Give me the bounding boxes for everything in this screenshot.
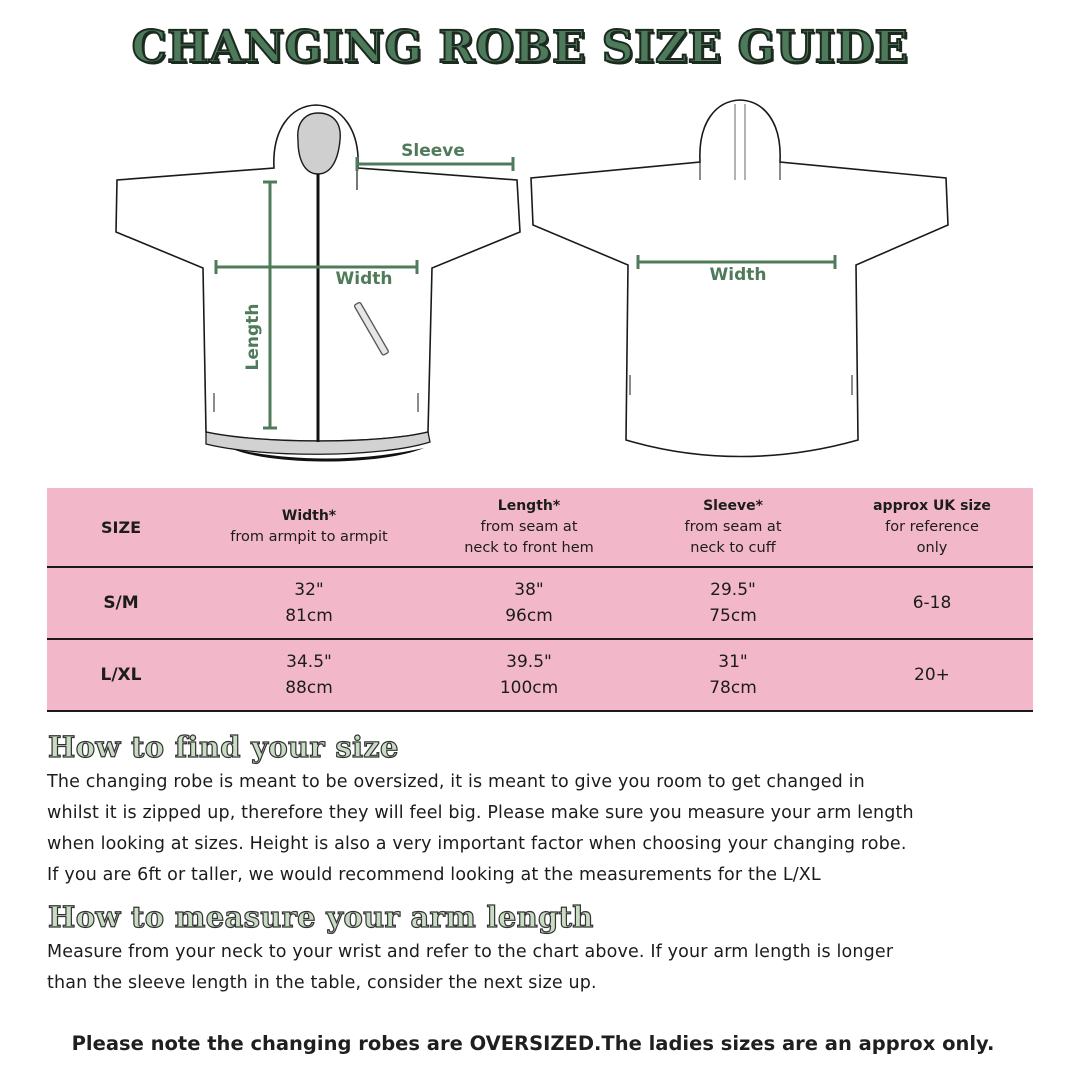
size-cell: L/XL xyxy=(47,639,195,711)
length-cell: 39.5" 100cm xyxy=(423,639,635,711)
uk-size-header: approx UK size for reference only xyxy=(873,497,991,556)
size-table xyxy=(47,488,1033,712)
width-cell: 34.5" 88cm xyxy=(195,639,423,711)
page-title: CHANGING ROBE SIZE GUIDE xyxy=(131,22,909,73)
oversized-note: Please note the changing robes are OVERSIZED.The ladies sizes are an approx only. xyxy=(71,1032,995,1055)
front-robe xyxy=(116,105,520,462)
find-size-paragraph: The changing robe is meant to be oversized, it is meant to give you room to get changed in whilst it is zipped up, therefore they will feel big. Please make sure you measure your arm length when looking at sizes. Height is also a very important factor when choosing your changing robe. If you are 6ft or taller, we would recommend looking at the measurements for the L/XL xyxy=(47,772,914,885)
table-row xyxy=(47,567,1033,639)
table-header-row xyxy=(47,488,1033,567)
sleeve-cell: 31" 78cm xyxy=(635,639,831,711)
uk-size-cell: 6-18 xyxy=(831,567,1033,639)
length-header: Length* from seam at neck to front hem xyxy=(464,497,594,556)
table-row xyxy=(47,639,1033,711)
back-width-label: Width xyxy=(709,265,767,285)
back-robe xyxy=(531,100,948,457)
sleeve-header: Sleeve* from seam at neck to cuff xyxy=(684,497,782,556)
front-width-label: Width xyxy=(335,269,393,289)
size-header: SIZE xyxy=(100,517,141,537)
robe-diagrams xyxy=(0,95,1080,475)
sleeve-measure xyxy=(357,141,513,171)
measure-arm-paragraph: Measure from your neck to your wrist and refer to the chart above. If your arm length is longer than the sleeve length in the table, consider the next size up. xyxy=(47,942,894,993)
uk-size-cell: 20+ xyxy=(831,639,1033,711)
length-measure-label: Length xyxy=(243,303,263,371)
width-header: Width* from armpit to armpit xyxy=(230,508,388,545)
find-size-heading: How to find your size xyxy=(48,730,399,764)
sleeve-cell: 29.5" 75cm xyxy=(635,567,831,639)
length-cell: 38" 96cm xyxy=(423,567,635,639)
width-cell: 32" 81cm xyxy=(195,567,423,639)
measure-arm-heading: How to measure your arm length xyxy=(48,900,594,934)
sleeve-measure-label: Sleeve xyxy=(401,141,465,161)
size-cell: S/M xyxy=(47,567,195,639)
